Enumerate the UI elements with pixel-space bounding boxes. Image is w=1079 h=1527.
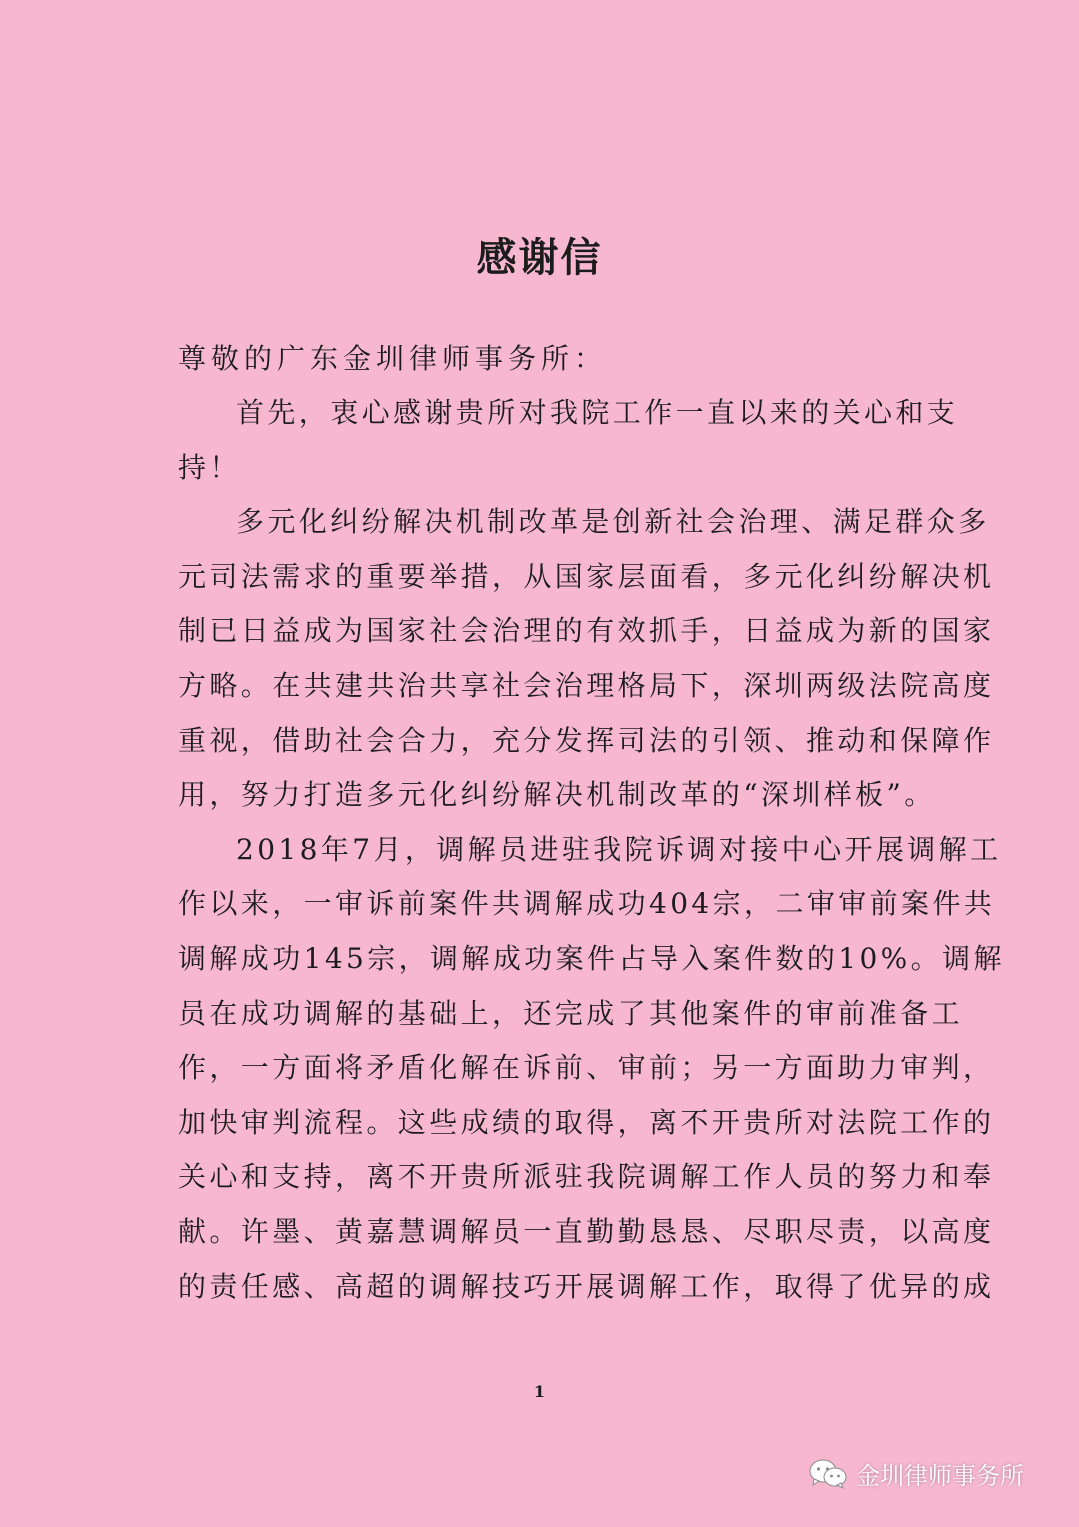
body-line: 献。许墨、黄嘉慧调解员一直勤勤恳恳、尽职尽责，以高度: [178, 1214, 995, 1248]
body-line: 作以来，一审诉前案件共调解成功404宗，二审审前案件共: [178, 887, 996, 921]
wechat-watermark: [808, 1456, 1024, 1491]
body-line: 员在成功调解的基础上，还完成了其他案件的审前准备工: [178, 996, 964, 1030]
body-line: 用，努力打造多元化纠纷解决机制改革的“深圳样板”。: [178, 778, 936, 812]
watermark-text: 金圳律师事务所: [856, 1462, 1024, 1490]
body-line: 制已日益成为国家社会治理的有效抓手，日益成为新的国家: [178, 614, 995, 648]
body-line: 2018年7月，调解员进驻我院诉调对接中心开展调解工: [236, 832, 1002, 866]
wechat-icon: [808, 1458, 848, 1490]
body-line: 的责任感、高超的调解技巧开展调解工作，取得了优异的成: [178, 1269, 995, 1303]
letter-body: [178, 386, 1005, 1314]
body-line: 多元化纠纷解决机制改革是创新社会治理、满足群众多: [236, 505, 990, 539]
body-line: 首先，衷心感谢贵所对我院工作一直以来的关心和支: [236, 396, 959, 429]
body-line: 关心和支持，离不开贵所派驻我院调解工作人员的努力和奉: [178, 1160, 995, 1194]
body-line: 加快审判流程。这些成绩的取得，离不开贵所对法院工作的: [178, 1105, 995, 1139]
body-line: 作，一方面将矛盾化解在诉前、审前；另一方面助力审判，: [178, 1051, 995, 1085]
letter-salutation: 尊敬的广东金圳律师事务所：: [178, 342, 608, 375]
body-line: 持！: [178, 450, 241, 484]
body-line: 方略。在共建共治共享社会治理格局下，深圳两级法院高度: [178, 668, 995, 702]
body-line: 调解成功145宗，调解成功案件占导入案件数的10%。调解: [178, 941, 1005, 975]
letter-title: 感谢信: [476, 235, 603, 281]
body-line: 元司法需求的重要举措，从国家层面看，多元化纠纷解决机: [178, 559, 995, 593]
page-number: 1: [533, 1382, 546, 1401]
body-line: 重视，借助社会合力，充分发挥司法的引领、推动和保障作: [178, 723, 995, 757]
